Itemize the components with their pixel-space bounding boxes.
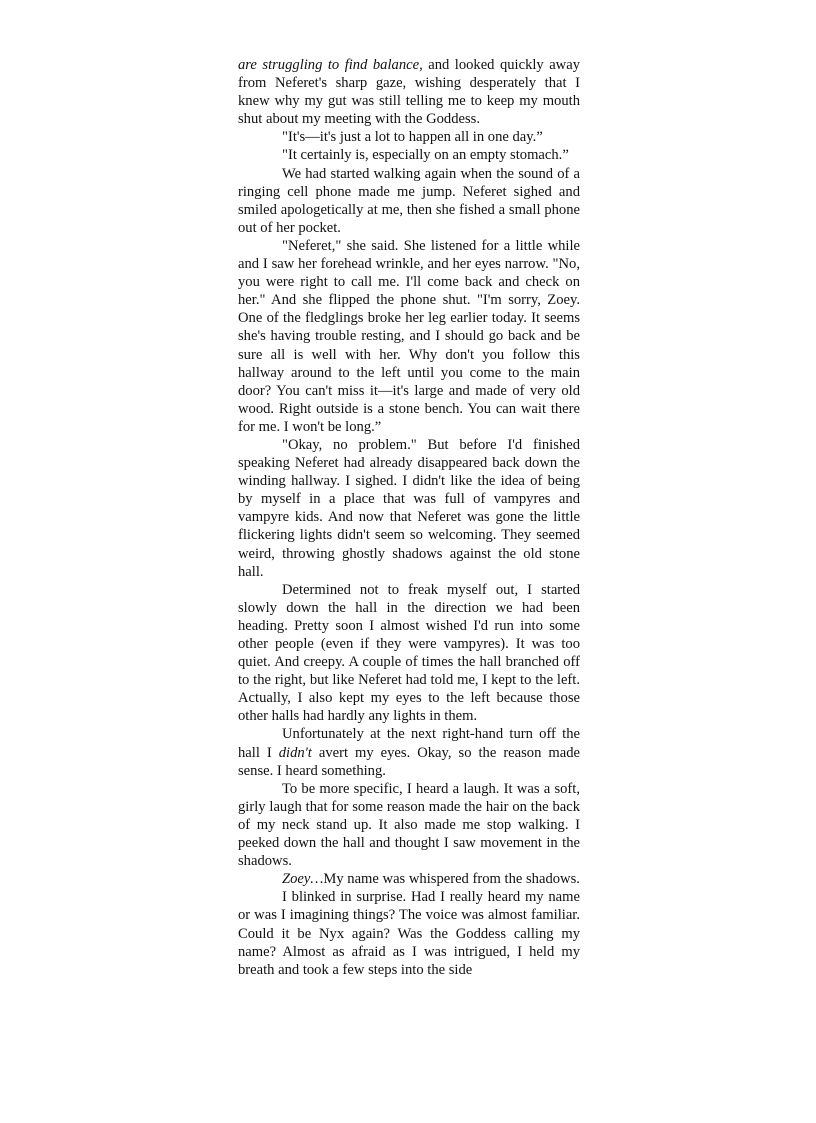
italic-name: Zoey… — [282, 871, 324, 888]
italic-phrase: are struggling to find balance, — [238, 57, 423, 73]
paragraph-5: "Neferet," she said. She listened for a little while and I saw her forehead wrinkle, and her eyes narrow. "No, you were right to call me. I'll come back and check on her." And she flipped the phone shut. "I'm sorry, Zoey. One of the fledglings broke her leg earlier today. It seems she's having trouble resting, and I should go back and be sure all is well with her. Why don't you follow this hallway around to the left until you come to the main door? You can't miss it—it's large and made of very old wood. Right outside is a stone bench. You can wait there for me. I won't be long.” — [238, 237, 580, 435]
paragraph-text: My name was whispered from the shadows. — [323, 871, 580, 888]
paragraph-10 — [238, 870, 580, 888]
paragraph-4: We had started walking again when the sound of a ringing cell phone made me jump. Neferet sighed and smiled apologetically at me, then she fished a small phone out of her pocket. — [238, 165, 580, 236]
paragraph-text: and looked quickly away from Neferet's sharp gaze, wishing desperately that I knew why my gut was still telling me to keep my mouth shut about my meeting with the Goddess. — [238, 57, 580, 128]
paragraph-8 — [238, 725, 580, 779]
paragraph-9: To be more specific, I heard a laugh. It was a soft, girly laugh that for some reason made the hair on the back of my neck stand up. It also made me stop walking. I peeked down the hall and thought I saw movement in the shadows. — [238, 780, 580, 870]
paragraph-6: "Okay, no problem." But before I'd finished speaking Neferet had already disappeared back down the winding hallway. I sighed. I didn't like the idea of being by myself in a place that was full of vampyres and vampyre kids. And now that Neferet was gone the little flickering lights didn't seem so welcoming. They seemed weird, throwing ghostly shadows against the old stone hall. — [238, 436, 580, 580]
italic-word: didn't — [278, 744, 312, 761]
paragraph-text: avert my eyes. Okay, so the reason made sense. I heard something. — [238, 744, 580, 779]
paragraph-3: "It certainly is, especially on an empty stomach.” — [282, 147, 569, 164]
book-page-text — [238, 56, 580, 979]
paragraph-2: "It's—it's just a lot to happen all in one day.” — [282, 129, 543, 146]
paragraph-7: Determined not to freak myself out, I started slowly down the hall in the direction we had been heading. Pretty soon I almost wished I'd run into some other people (even if they were vampyres). It was too quiet. And creepy. A couple of times the hall branched off to the right, but like Neferet had told me, I kept to the left. Actually, I also kept my eyes to the left because those other halls had hardly any lights in them. — [238, 581, 580, 725]
paragraph-11: I blinked in surprise. Had I really heard my name or was I imagining things? The voice was almost familiar. Could it be Nyx again? Was the Goddess calling my name? Almost as afraid as I was intrigued, I held my breath and took a few steps into the side — [238, 889, 580, 978]
paragraph-1 — [238, 56, 580, 128]
paragraph-text: Unfortunately at the next right-hand turn off the hall I — [238, 726, 580, 761]
